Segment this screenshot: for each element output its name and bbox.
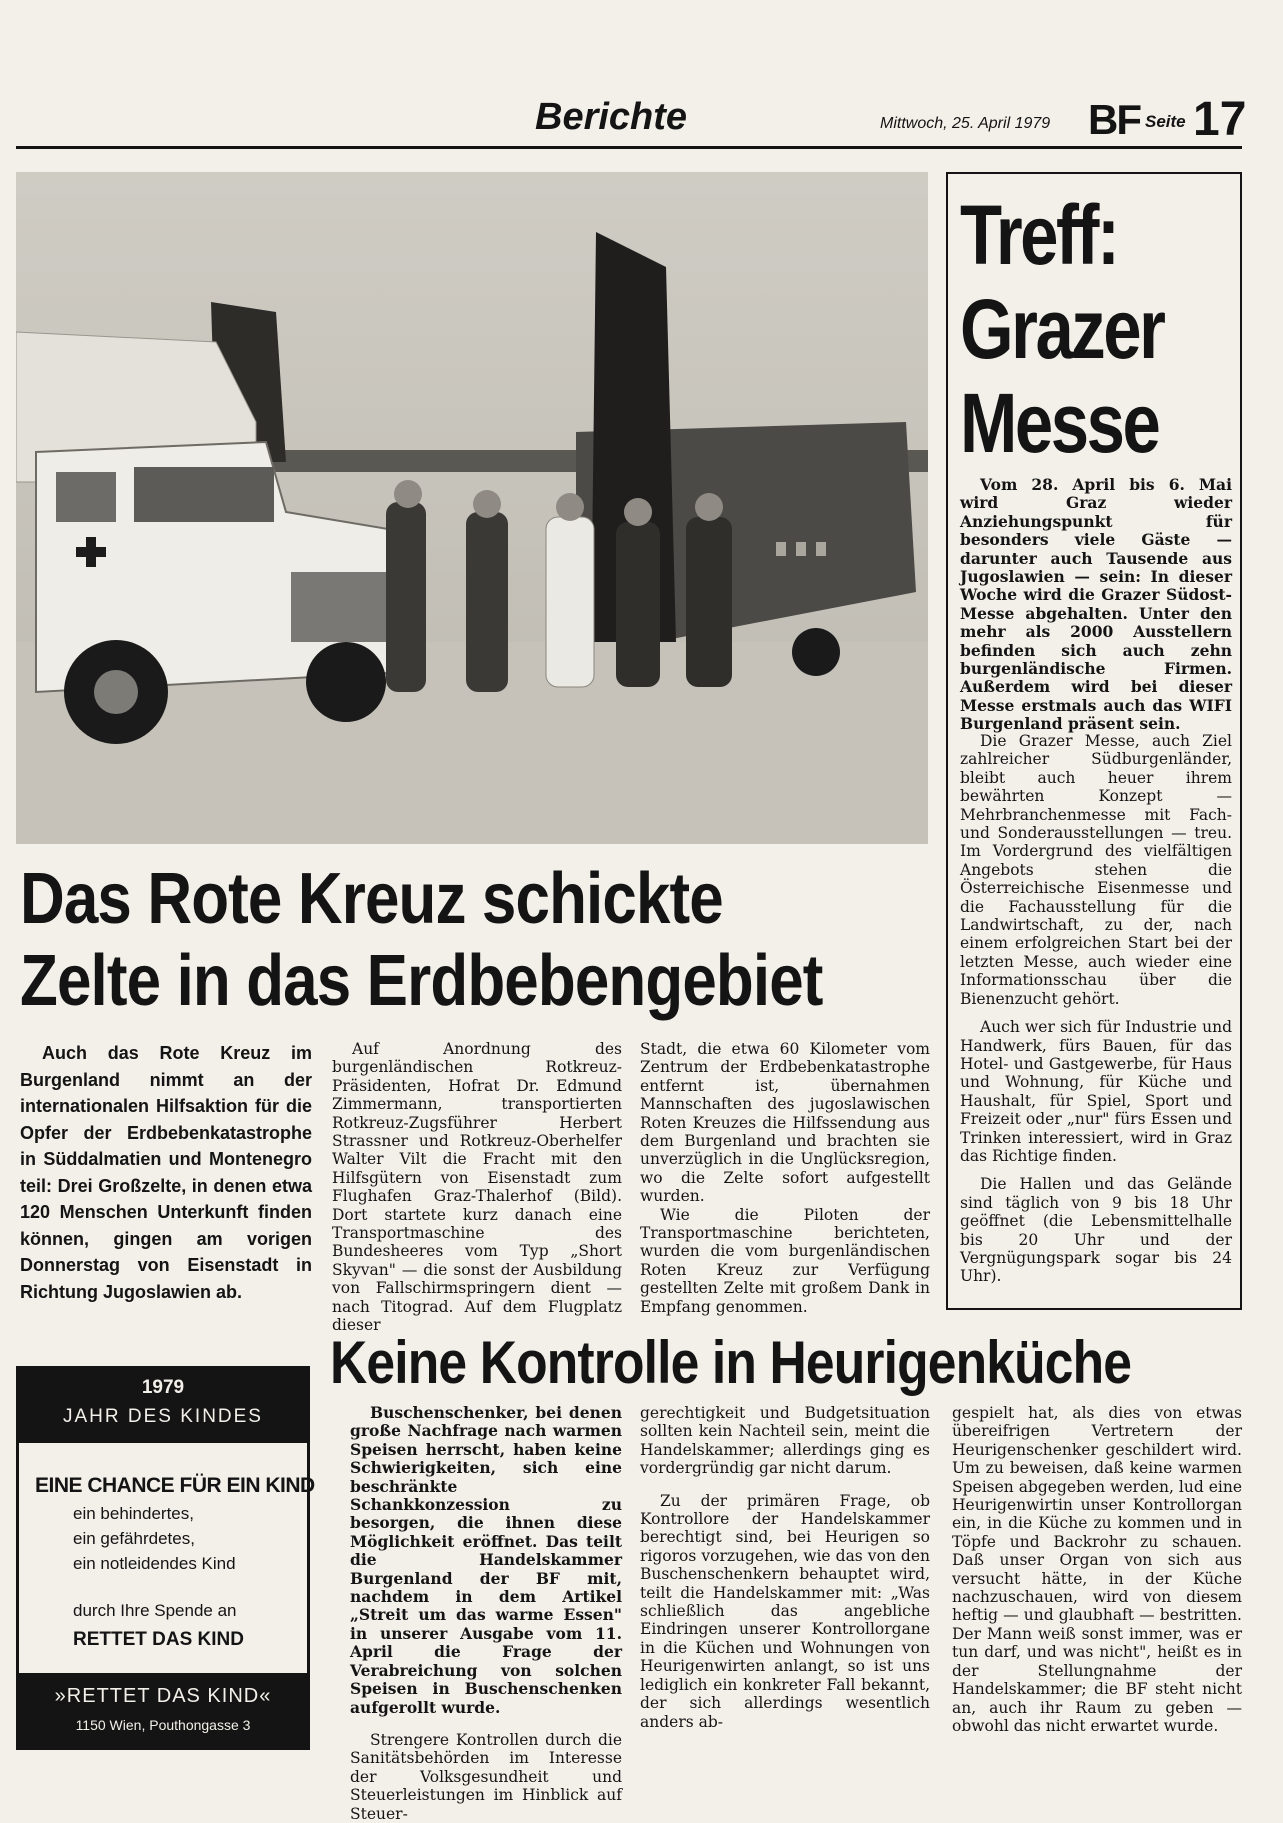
body-paragraph: gespielt hat, als dies von etwas übereifrigen Vertretern der Heurigenschenker geschildert wird. Um zu beweisen, daß keine warmen Speisen abgegeben werden, lud eine Heurigenwirtin unser Kontrollorgan ein, in die Küche zu kommen und in Töpfe und Backrohr zu schauen. Daß unser Organ von sich aus versucht hätte, in der Küche nachzuschauen, wird von diesem heftig — und glaubhaft — bestritten. Der Mann weiß sonst immer, was er tun darf, und was nicht", heißt es in der Stellungnahme der Handelskammer; die BF steht nicht an, auch ihr Raum zu geben — obwohl das nicht erwartet wurde. — [952, 1404, 1242, 1735]
body-paragraph: Strengere Kontrollen durch die Sanitätsbehörden im Interesse der Volksgesundheit und Steuerleistungen im Hinblick auf Steuer- — [350, 1730, 622, 1823]
sidebar-paragraph: Die Grazer Messe, auch Ziel zahlreicher Südburgenländer, bleibt auch heuer ihrem bewährten Konzept — Mehrbranchenmesse mit Fach- und Sonderausstellungen — treu. Im Vordergrund des vielfältigen Angebots stehen die Österreichische Eisenmesse und die Fachausstellung für die Landwirtschaft, zu der, nach einem erfolgreichen Start bei der letzten Messe, auch wieder eine Informationsschau über die Bienenzucht gehört. — [960, 732, 1232, 1008]
sidebar-paragraph: Die Hallen und das Gelände sind täglich von 9 bis 18 Uhr geöffnet (die Lebensmittelhalle bis 20 Uhr und der Vergnügungspark sogar bis 24 Uhr). — [960, 1175, 1232, 1286]
sidebar-title — [960, 188, 1163, 470]
newspaper-logo: BF — [1088, 96, 1140, 143]
ad-footer — [19, 1673, 307, 1747]
main-article-lead — [20, 1040, 312, 1305]
ad-spende: durch Ihre Spende an — [73, 1601, 237, 1620]
lead-paragraph: Auch das Rote Kreuz im Burgenland nimmt an der internationalen Hilfsaktion für die Opfer der Erdbebenkatastrophe in Süddalmatien und Montenegro teil: Drei Großzelte, in denen etwa 120 Menschen Unterkunft finden können, gingen am vorigen Donnerstag von Eisenstadt in Richtung Jugoslawien ab. — [20, 1043, 312, 1302]
second-article-column-2 — [640, 1404, 930, 1731]
photo-truck-airplane-icon — [16, 172, 928, 844]
body-paragraph: Stadt, die etwa 60 Kilometer vom Zentrum der Erdbebenkatastrophe entfernt ist, übernahmen Mannschaften des jugoslawischen Roten Kreuzes die Hilfssendung aus dem Burgenland und brachten sie unverzüglich in die Unglücksregion, wo die Zelte sofort aufgestellt wurden. — [640, 1040, 930, 1206]
ad-year: 1979 — [141, 1377, 185, 1398]
main-article-column-2 — [640, 1040, 930, 1316]
second-article-column-1 — [350, 1404, 622, 1823]
issue-date: Mittwoch, 25. April 1979 — [880, 115, 1051, 132]
header-rule — [16, 146, 1242, 149]
ad-chance: EINE CHANCE FÜR EIN KIND — [35, 1474, 315, 1497]
main-headline-line2: Zelte in das Erdbebengebiet — [20, 941, 823, 1021]
main-headline-line1: Das Rote Kreuz schickte — [20, 859, 723, 939]
body-paragraph: Auf Anordnung des burgenländischen Rotkreuz-Präsidenten, Hofrat Dr. Edmund Zimmermann, transportierten Rotkreuz-Zugsführer Herbert Strassner und Rotkreuz-Oberhelfer Walter Vilt die Fracht mit den Hilfsgütern von Eisenstadt zum Flughafen Graz-Thalerhof (Bild). Dort startete kurz danach eine Transportmaschine des Bundesheeres vom Typ „Short Skyvan" — die sonst der Ausbildung von Fallschirmspringern dient — nach Titograd. Auf dem Flugplatz dieser — [332, 1040, 622, 1335]
body-paragraph: gerechtigkeit und Budgetsituation sollten kein Nachteil sein, meint die Handelskammer; allerdings ging es vordergründig gar nicht darum. — [640, 1404, 930, 1478]
ad-line: ein behindertes, — [73, 1504, 194, 1523]
ad-line: ein notleidendes Kind — [73, 1554, 236, 1573]
sidebar-paragraph: Auch wer sich für Industrie und Handwerk, fürs Bauen, für das Hotel- und Gastgewerbe, für Haus und Wohnung, für Küche und Haushalt, für Spiel, Sport und Freizeit oder „nur" fürs Essen und Trinken interessiert, wird in Graz das Richtige finden. — [960, 1018, 1232, 1165]
page-number: 17 — [1193, 93, 1247, 146]
charity-ad — [16, 1366, 315, 1750]
ad-organization: »RETTET DAS KIND« — [54, 1685, 272, 1707]
section-title: Berichte — [535, 96, 688, 138]
page-label: Seite — [1145, 112, 1186, 131]
ad-line: ein gefährdetes, — [73, 1529, 195, 1548]
sidebar-title-line: Grazer — [960, 282, 1164, 376]
ad-address: 1150 Wien, Pouthongasse 3 — [75, 1717, 251, 1733]
body-paragraph: Zu der primären Frage, ob Kontrollore der Handelskammer berechtigt sind, bei Heurigen so rigoros vorzugehen, wie das von den Buschenschenkern behauptet wird, teilt die Handelskammer mit: „Was schließlich das angebliche Eindringen unserer Kontrollorgane in die Küchen und Wohnungen von Heurigenwirten anlangt, so ist uns lediglich ein konkreter Fall bekannt, der sich allerdings wesentlich anders ab- — [640, 1491, 930, 1731]
second-article-column-3 — [952, 1404, 1242, 1735]
second-headline: Keine Kontrolle in Heurigenküche — [330, 1329, 1132, 1396]
main-article-column-1 — [332, 1040, 622, 1335]
sidebar-title-line: Treff: — [960, 188, 1118, 282]
sidebar-lead-paragraph: Vom 28. April bis 6. Mai wird Graz wieder Anziehungspunkt für besonders viele Gäste — darunter auch Tausende aus Jugoslawien — sein: In dieser Woche wird die Grazer Südost-Messe abgehalten. Unter den mehr als 2000 Ausstellern befinden sich auch zehn burgenländische Firmen. Außerdem wird bei dieser Messe erstmals auch das WIFI Burgenland präsent sein. — [960, 475, 1232, 734]
sidebar-title-line: Messe — [960, 376, 1159, 470]
ad-jahr: JAHR DES KINDES — [63, 1406, 263, 1427]
news-photo — [16, 172, 928, 844]
sidebar-lead — [960, 476, 1232, 734]
body-paragraph: Wie die Piloten der Transportmaschine berichteten, wurden die vom burgenländischen Roten Kreuz zur Verfügung gestellten Zelte mit großem Dank in Empfang genommen. — [640, 1205, 930, 1316]
ad-header — [19, 1369, 307, 1443]
sidebar-body — [960, 732, 1232, 1296]
body-paragraph: Buschenschenker, bei denen große Nachfrage nach warmen Speisen herrscht, haben keine Schwierigkeiten, sich eine beschränkte Schankkonzession zu besorgen, die ihnen diese Möglichkeit eröffnet. Das teilt die Handelskammer Burgenland der BF mit, nachdem in dem Artikel „Streit um das warme Essen" in unserer Ausgabe vom 11. April die Frage der Verabreichung von solchen Speisen in Buschenschenken aufgerollt wurde. — [350, 1403, 622, 1717]
ad-rettet: RETTET DAS KIND — [73, 1629, 244, 1650]
